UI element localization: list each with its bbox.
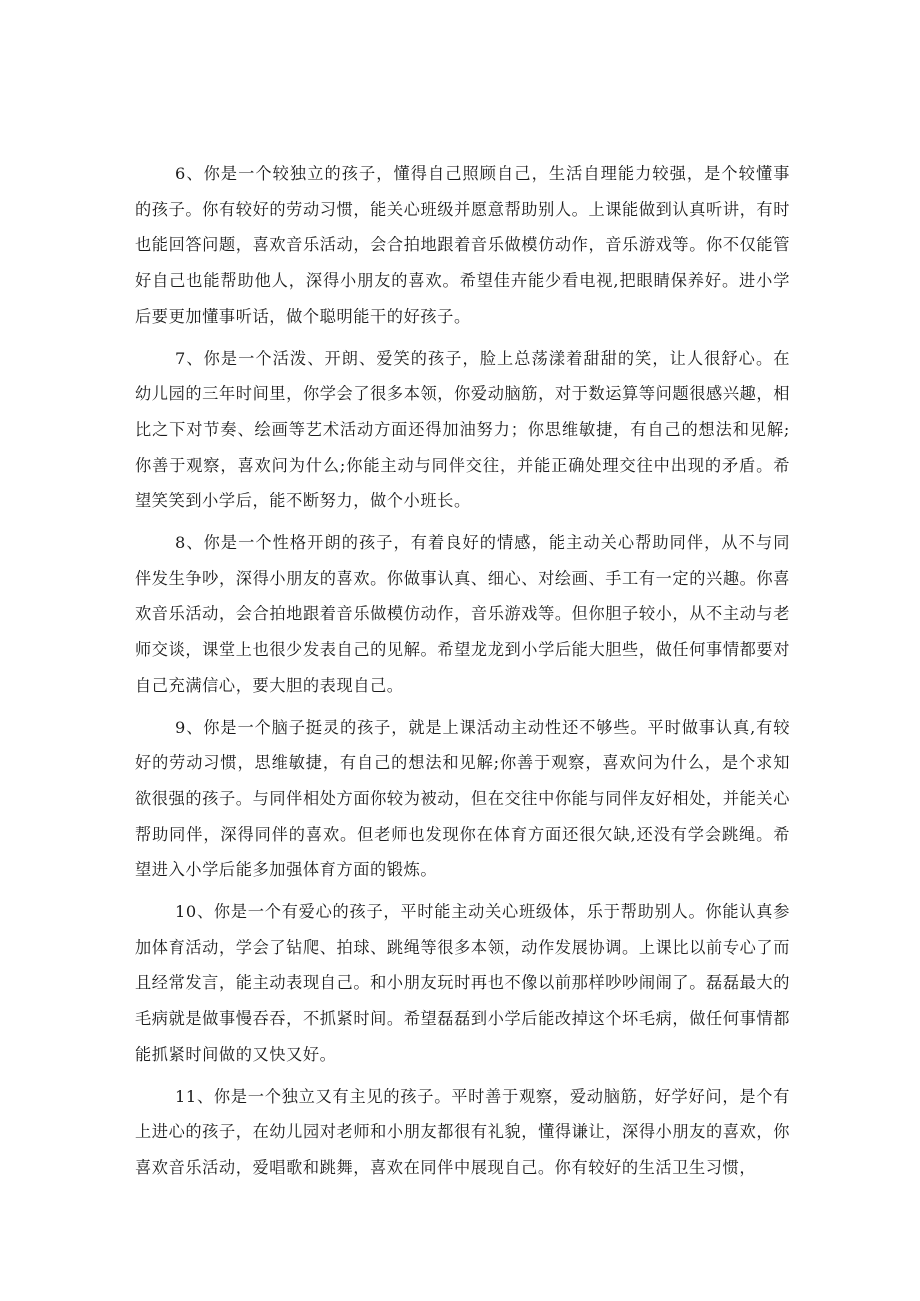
paragraph-comment-10: 10、你是一个有爱心的孩子，平时能主动关心班级体，乐于帮助别人。你能认真参加体育活动，学会了钻爬、拍球、跳绳等很多本领，动作发展协调。上课比以前专心了而且经常发言，能主动表现自己。和小朋友玩时再也不像以前那样吵吵闹闹了。磊磊最大的毛病就是做事慢吞吞，不抓紧时间。希望磊磊到小学后能改掉这个坏毛病，做任何事情都能抓紧时间做的又快又好。 xyxy=(135,902,790,1064)
paragraph-comment-7: 7、你是一个活泼、开朗、爱笑的孩子，脸上总荡漾着甜甜的笑，让人很舒心。在幼儿园的三年时间里，你学会了很多本领，你爱动脑筋，对于数运算等问题很感兴趣，相比之下对节奏、绘画等艺术活动方面还得加油努力；你思维敏捷，有自己的想法和见解;你善于观察，喜欢问为什么;你能主动与同伴交往，并能正确处理交往中出现的矛盾。希望笑笑到小学后，能不断努力，做个小班长。 xyxy=(135,348,790,511)
document-body xyxy=(135,140,790,1192)
paragraph-comment-11: 11、你是一个独立又有主见的孩子。平时善于观察，爱动脑筋，好学好问，是个有上进心的孩子，在幼儿园对老师和小朋友都很有礼貌，懂得谦让，深得小朋友的喜欢，你喜欢音乐活动，爱唱歌和跳舞，喜欢在同伴中展现自己。你有较好的生活卫生习惯， xyxy=(135,1086,790,1177)
paragraph-comment-9: 9、你是一个脑子挺灵的孩子，就是上课活动主动性还不够些。平时做事认真,有较好的劳动习惯，思维敏捷，有自己的想法和见解;你善于观察，喜欢问为什么，是个求知欲很强的孩子。与同伴相处方面你较为被动，但在交往中你能与同伴友好相处，并能关心帮助同伴，深得同伴的喜欢。但老师也发现你在体育方面还很欠缺,还没有学会跳绳。希望进入小学后能多加强体育方面的锻炼。 xyxy=(135,717,790,880)
paragraph-comment-8: 8、你是一个性格开朗的孩子，有着良好的情感，能主动关心帮助同伴，从不与同伴发生争吵，深得小朋友的喜欢。你做事认真、细心、对绘画、手工有一定的兴趣。你喜欢音乐活动，会合拍地跟着音乐做模仿动作，音乐游戏等。但你胆子较小，从不主动与老师交谈，课堂上也很少发表自己的见解。希望龙龙到小学后能大胆些，做任何事情都要对自己充满信心，要大胆的表现自己。 xyxy=(135,533,790,695)
paragraph-comment-6: 6、你是一个较独立的孩子，懂得自己照顾自己，生活自理能力较强，是个较懂事的孩子。你有较好的劳动习惯，能关心班级并愿意帮助别人。上课能做到认真听讲，有时也能回答问题，喜欢音乐活动，会合拍地跟着音乐做模仿动作，音乐游戏等。你不仅能管好自己也能帮助他人，深得小朋友的喜欢。希望佳卉能少看电视,把眼睛保养好。进小学后要更加懂事听话，做个聪明能干的好孩子。 xyxy=(135,164,790,326)
